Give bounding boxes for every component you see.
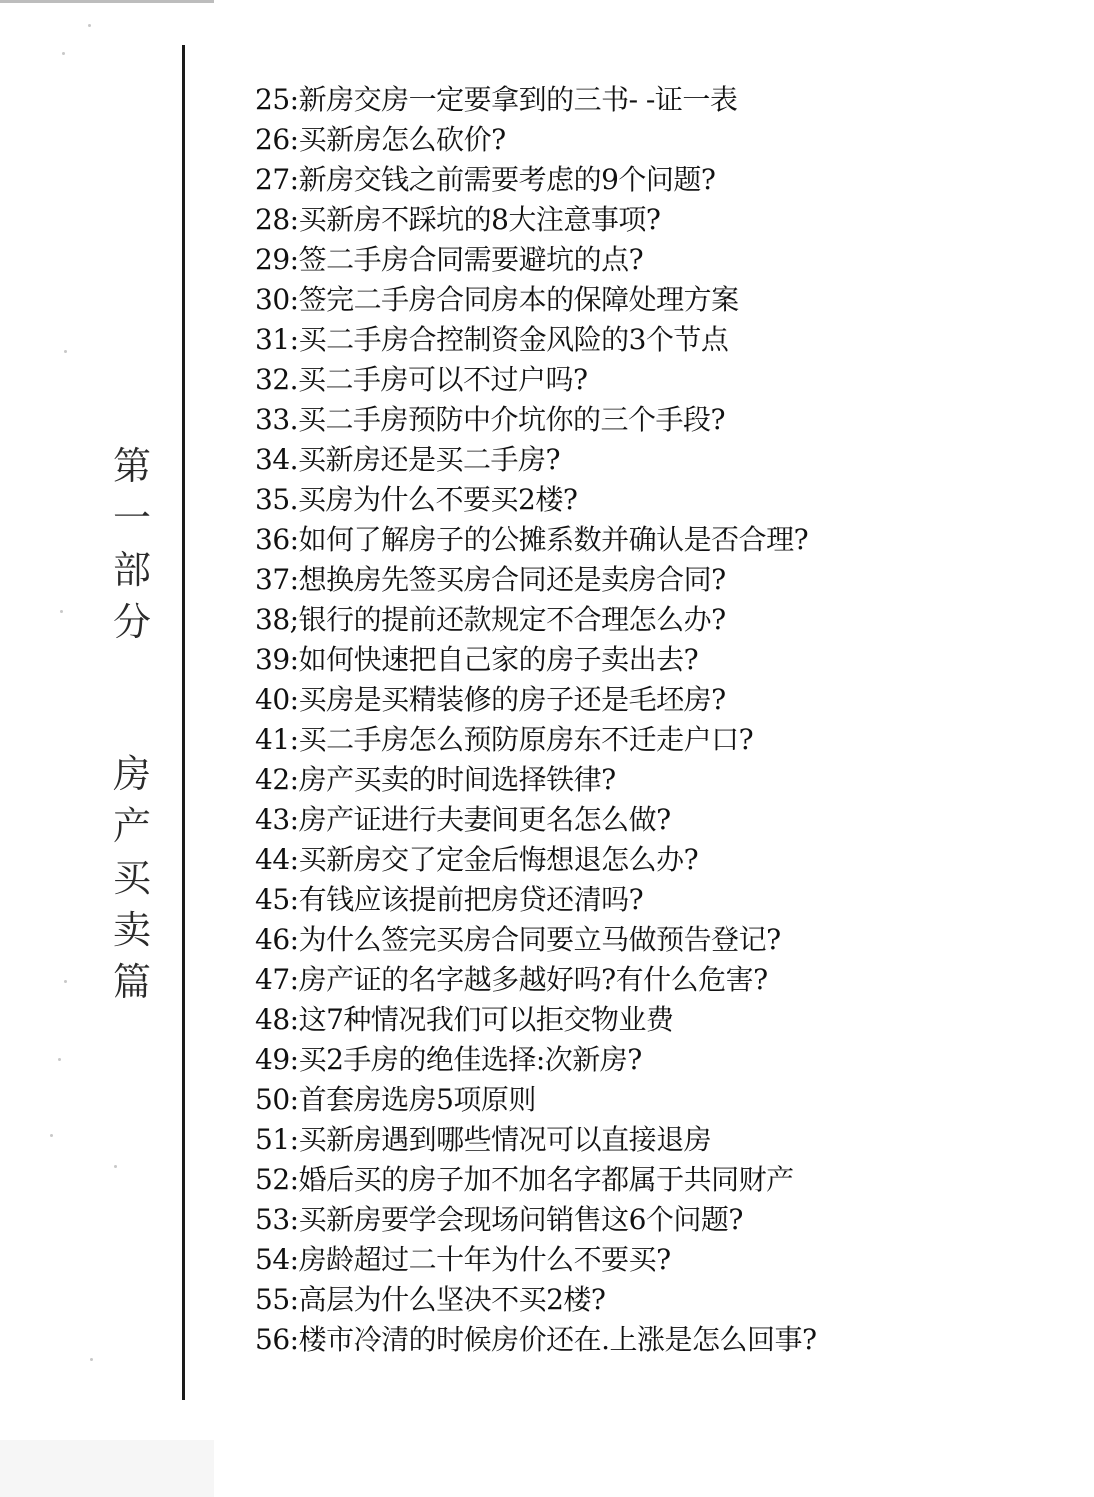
toc-entry: 28:买新房不踩坑的8大注意事项? bbox=[255, 203, 661, 236]
toc-entry: 34.买新房还是买二手房? bbox=[255, 443, 561, 476]
scan-speck bbox=[90, 1358, 93, 1361]
toc-entry: 30:签完二手房合同房本的保障处理方案 bbox=[255, 283, 739, 316]
scan-speck bbox=[60, 610, 63, 613]
toc-entry: 49:买2手房的绝佳选择:次新房? bbox=[255, 1043, 642, 1076]
toc-entry: 52:婚后买的房子加不加名字都属于共同财产 bbox=[255, 1163, 794, 1196]
toc-entry: 43:房产证进行夫妻间更名怎么做? bbox=[255, 803, 671, 836]
toc-entry: 25:新房交房一定要拿到的三书- -证一表 bbox=[255, 83, 738, 116]
toc-entry: 36:如何了解房子的公摊系数并确认是否合理? bbox=[255, 523, 809, 556]
scan-speck bbox=[114, 1165, 117, 1168]
scan-speck bbox=[62, 52, 65, 55]
section-label bbox=[112, 440, 152, 1008]
toc-entry: 32.买二手房可以不过户吗? bbox=[255, 363, 588, 396]
toc-entry: 42:房产买卖的时间选择铁律? bbox=[255, 763, 616, 796]
table-of-contents bbox=[255, 80, 1074, 1360]
toc-entry: 54:房龄超过二十年为什么不要买? bbox=[255, 1243, 671, 1276]
toc-entry: 38;银行的提前还款规定不合理怎么办? bbox=[255, 603, 726, 636]
toc-entry: 33.买二手房预防中介坑你的三个手段? bbox=[255, 403, 726, 436]
toc-entry: 55:高层为什么坚决不买2楼? bbox=[255, 1283, 606, 1316]
scan-speck bbox=[64, 980, 67, 983]
toc-entry: 41:买二手房怎么预防原房东不迁走户口? bbox=[255, 723, 754, 756]
section-part: 第 一 部 分 bbox=[112, 444, 151, 644]
toc-entry: 53:买新房要学会现场问销售这6个问题? bbox=[255, 1203, 743, 1236]
toc-entry: 45:有钱应该提前把房贷还清吗? bbox=[255, 883, 644, 916]
toc-entry: 39:如何快速把自己家的房子卖出去? bbox=[255, 643, 699, 676]
margin-shading bbox=[0, 1440, 214, 1497]
top-rule bbox=[0, 0, 214, 3]
toc-entry: 37:想换房先签买房合同还是卖房合同? bbox=[255, 563, 726, 596]
toc-entry: 56:楼市冷清的时候房价还在.上涨是怎么回事? bbox=[255, 1323, 817, 1356]
scan-speck bbox=[50, 1134, 53, 1137]
toc-entry: 50:首套房选房5项原则 bbox=[255, 1083, 536, 1116]
toc-entry: 31:买二手房合控制资金风险的3个节点 bbox=[255, 323, 729, 356]
vertical-divider bbox=[182, 45, 185, 1400]
toc-entry: 26:买新房怎么砍价? bbox=[255, 123, 506, 156]
toc-entry: 29:签二手房合同需要避坑的点? bbox=[255, 243, 644, 276]
toc-entry: 44:买新房交了定金后悔想退怎么办? bbox=[255, 843, 699, 876]
toc-entry: 27:新房交钱之前需要考虑的9个问题? bbox=[255, 163, 716, 196]
scan-speck bbox=[64, 350, 67, 353]
scan-speck bbox=[88, 24, 91, 27]
toc-entry: 40:买房是买精装修的房子还是毛坯房? bbox=[255, 683, 726, 716]
scan-speck bbox=[58, 1058, 61, 1061]
toc-entry: 46:为什么签完买房合同要立马做预告登记? bbox=[255, 923, 781, 956]
toc-entry: 51:买新房遇到哪些情况可以直接退房 bbox=[255, 1123, 712, 1156]
toc-entry: 47:房产证的名字越多越好吗?有什么危害? bbox=[255, 963, 768, 996]
section-title: 房 产 买 卖 篇 bbox=[112, 752, 151, 1004]
toc-entry: 48:这7种情况我们可以拒交物业费 bbox=[255, 1003, 674, 1036]
toc-entry: 35.买房为什么不要买2楼? bbox=[255, 483, 578, 516]
